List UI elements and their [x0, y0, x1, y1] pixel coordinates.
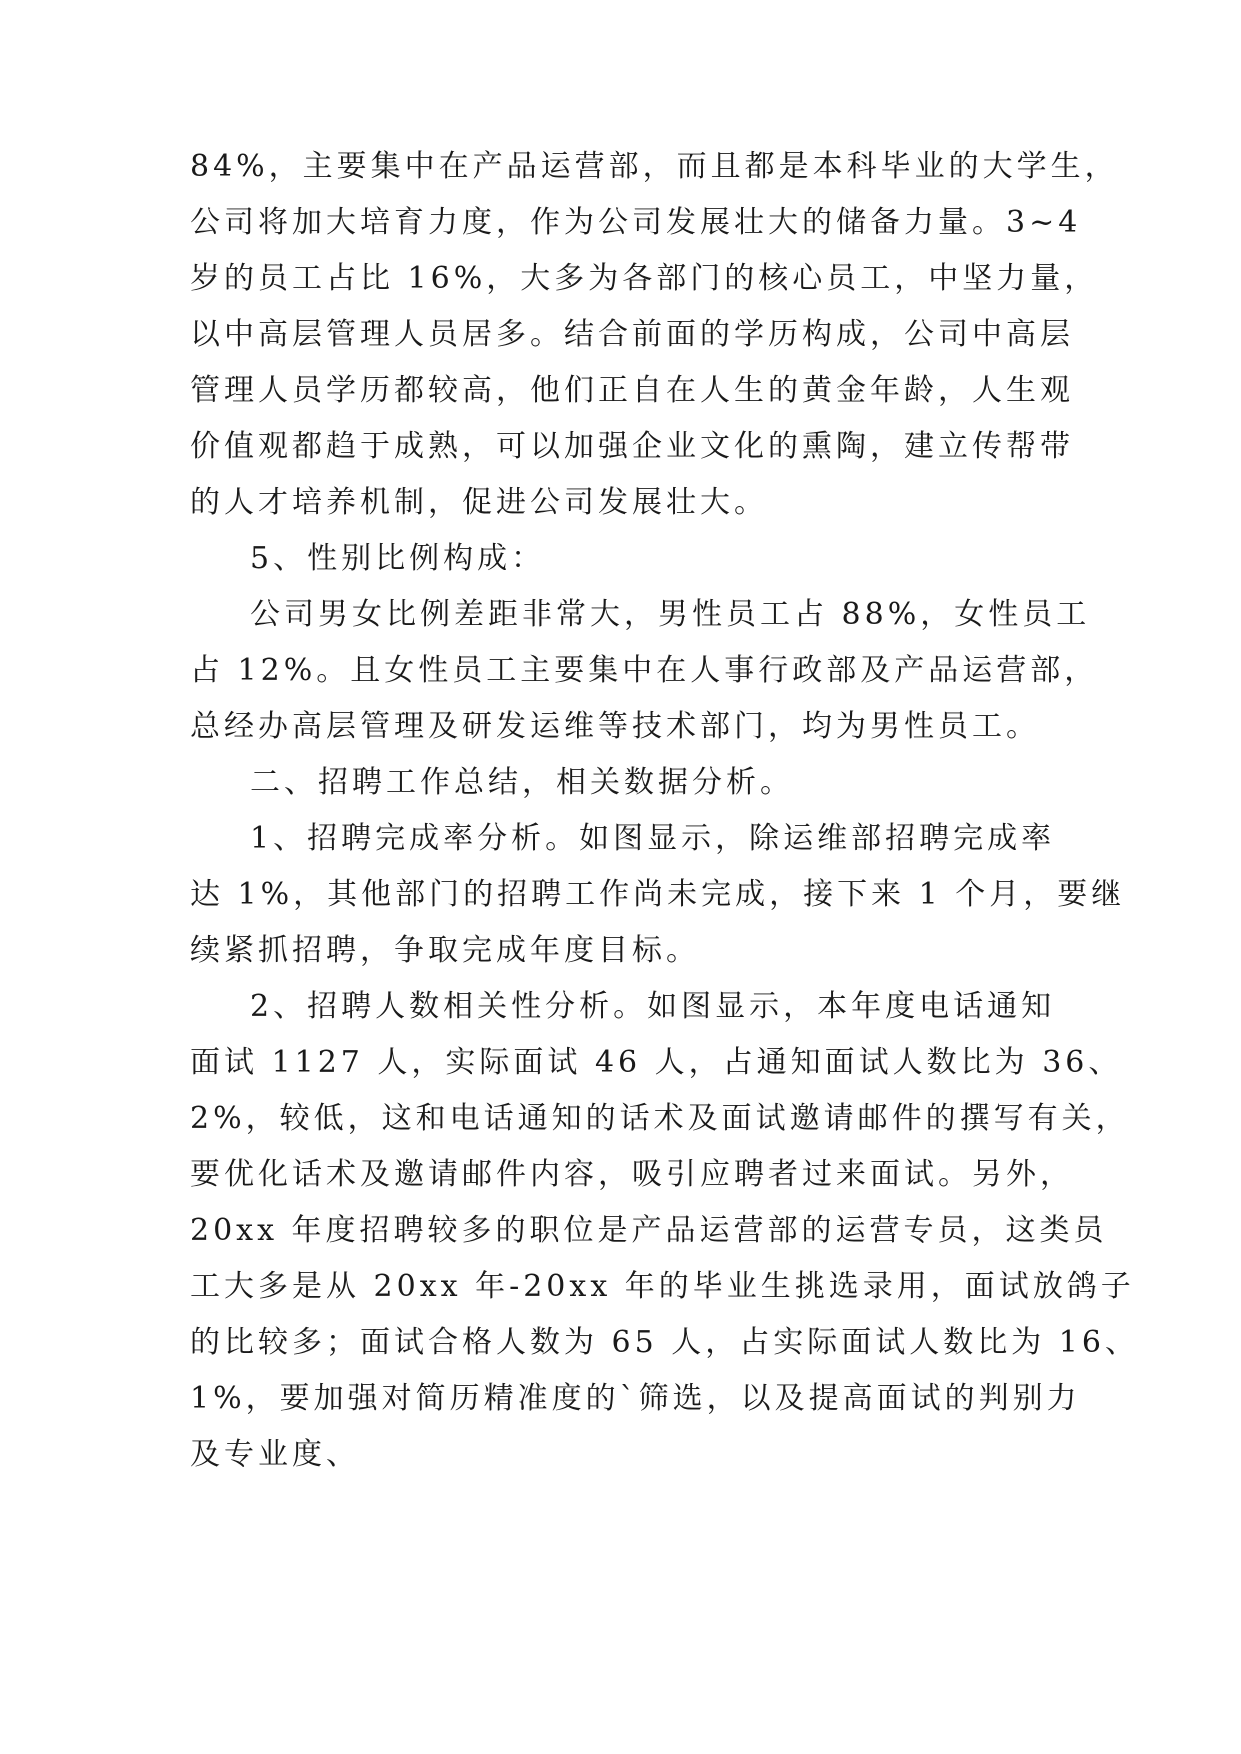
text-line: 1%，要加强对简历精准度的`筛选，以及提高面试的判别力: [190, 1381, 1081, 1416]
text-line: 占 12%。且女性员工主要集中在人事行政部及产品运营部，: [190, 653, 1099, 688]
text-line: 要优化话术及邀请邮件内容，吸引应聘者过来面试。另外，: [190, 1157, 1074, 1192]
text-line: 公司将加大培育力度，作为公司发展壮大的储备力量。3~4: [190, 205, 1082, 240]
section-heading: 5、性别比例构成：: [250, 541, 546, 576]
text-line: 管理人员学历都较高，他们正自在人生的黄金年龄，人生观: [190, 373, 1074, 408]
paragraph-start: 1、招聘完成率分析。如图显示，除运维部招聘完成率: [250, 821, 1056, 856]
text-line: 总经办高层管理及研发运维等技术部门，均为男性员工。: [190, 709, 1040, 744]
text-line: 的人才培养机制，促进公司发展壮大。: [190, 485, 768, 520]
text-line: 的比较多；面试合格人数为 65 人，占实际面试人数比为 16、: [190, 1325, 1139, 1360]
text-line: 达 1%，其他部门的招聘工作尚未完成，接下来 1 个月，要继: [190, 877, 1126, 912]
text-line: 84%，主要集中在产品运营部，而且都是本科毕业的大学生，: [190, 149, 1119, 184]
text-line: 续紧抓招聘，争取完成年度目标。: [190, 933, 700, 968]
paragraph-start: 公司男女比例差距非常大，男性员工占 88%，女性员工: [250, 597, 1091, 632]
text-line: 价值观都趋于成熟，可以加强企业文化的熏陶，建立传帮带: [190, 429, 1074, 464]
text-line: 及专业度、: [190, 1437, 360, 1472]
text-line: 面试 1127 人，实际面试 46 人，占通知面试人数比为 36、: [190, 1045, 1123, 1080]
section-heading: 二、招聘工作总结，相关数据分析。: [250, 765, 794, 800]
text-line: 2%，较低，这和电话通知的话术及面试邀请邮件的撰写有关，: [190, 1101, 1130, 1136]
text-line: 岁的员工占比 16%，大多为各部门的核心员工，中坚力量，: [190, 261, 1099, 296]
text-line: 20xx 年度招聘较多的职位是产品运营部的运营专员，这类员: [190, 1213, 1108, 1248]
text-line: 工大多是从 20xx 年-20xx 年的毕业生挑选录用，面试放鸽子: [190, 1269, 1135, 1304]
paragraph-start: 2、招聘人数相关性分析。如图显示，本年度电话通知: [250, 989, 1056, 1024]
text-line: 以中高层管理人员居多。结合前面的学历构成，公司中高层: [190, 317, 1074, 352]
